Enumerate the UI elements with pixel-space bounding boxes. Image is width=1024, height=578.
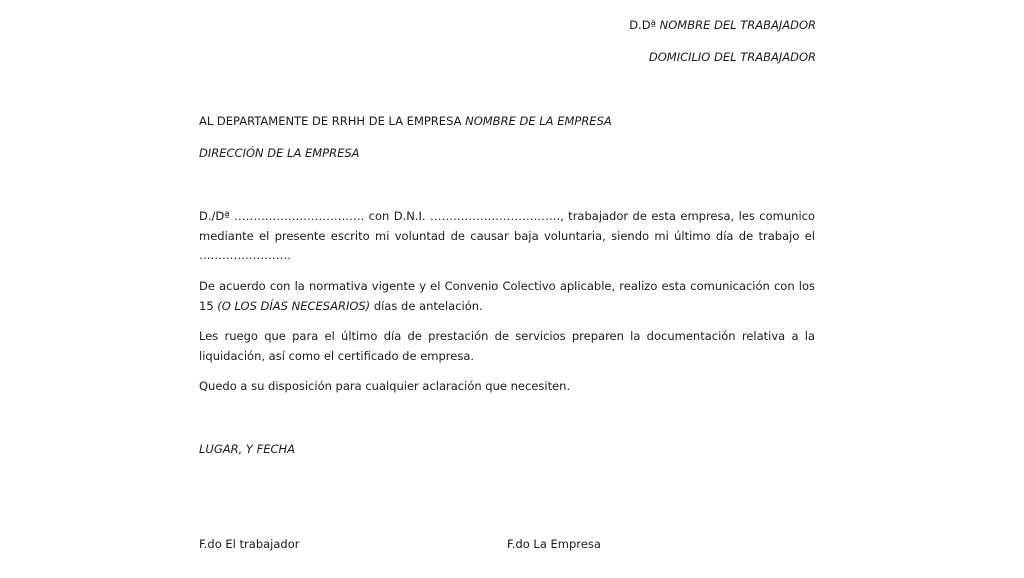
signature-worker: F.do El trabajador — [199, 537, 300, 551]
company-address: DIRECCIÓN DE LA EMPRESA — [199, 146, 360, 160]
paragraph-resignation: D./Dª ……………………………. con D.N.I. ……………………………., trabajador de esta empresa, les comunico mediante el presente escrito mi voluntad de causar baja voluntaria, siendo mi último día de trabajo el …………………… — [199, 209, 815, 262]
notice-text-end: días de antelación. — [373, 298, 483, 313]
notice-days: 15 — [199, 298, 214, 313]
paragraph-documentation: Les ruego que para el último día de prestación de servicios preparen la documentación relativa a la liquidación, así como el certificado de empresa. — [199, 329, 815, 363]
paragraph-notice — [199, 277, 815, 316]
notice-text-start: De acuerdo con la normativa vigente y el Convenio Colectivo aplicable, realizo esta comunicación con los — [199, 279, 815, 293]
signature-company: F.do La Empresa — [507, 537, 601, 551]
worker-prefix: D.Dª — [629, 18, 656, 32]
worker-name-line — [629, 18, 816, 32]
worker-address: DOMICILIO DEL TRABAJADOR — [648, 50, 816, 64]
paragraph-closing: Quedo a su disposición para cualquier aclaración que necesiten. — [199, 379, 571, 393]
worker-name: NOMBRE DEL TRABAJADOR — [659, 18, 816, 32]
company-name: NOMBRE DE LA EMPRESA — [465, 114, 612, 128]
recipient-line — [199, 114, 612, 128]
recipient-dept: AL DEPARTAMENTE DE RRHH DE LA EMPRESA — [199, 114, 462, 128]
place-date: LUGAR, Y FECHA — [199, 442, 296, 456]
notice-days-note: (O LOS DÍAS NECESARIOS) — [217, 298, 371, 313]
